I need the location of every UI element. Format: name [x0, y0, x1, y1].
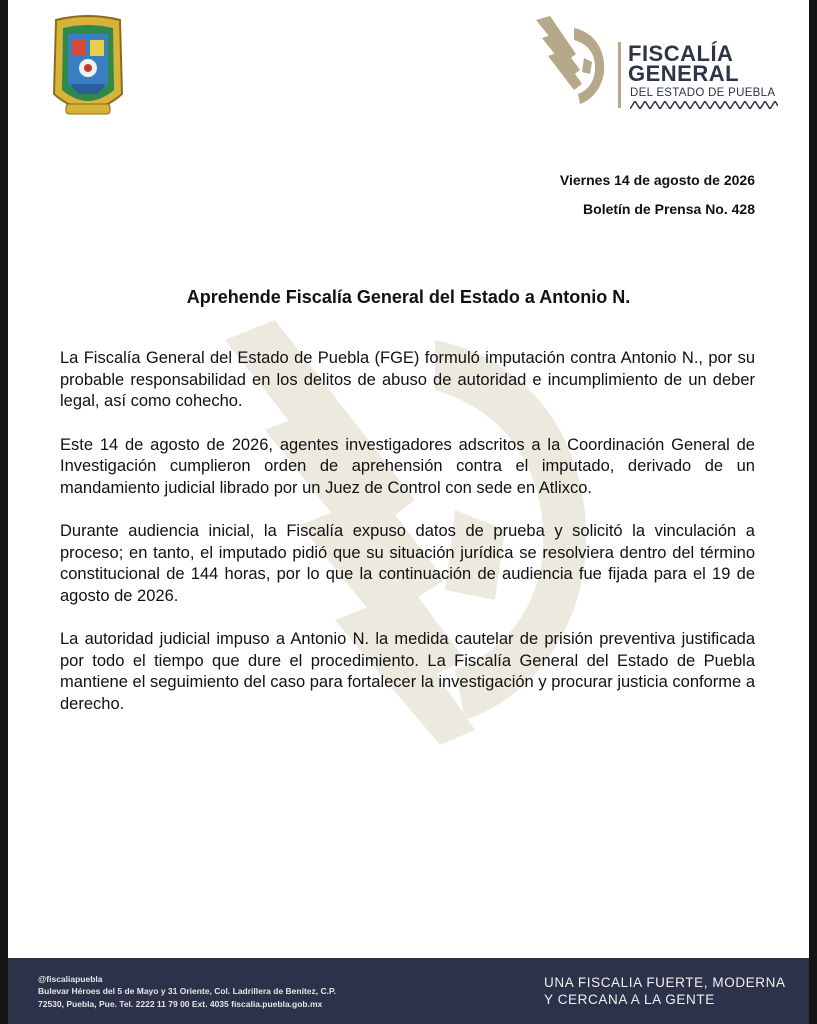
- logo-divider: [618, 42, 621, 108]
- logo-line-3: DEL ESTADO DE PUEBLA: [630, 87, 776, 99]
- logo-line-1: FISCALÍA: [628, 41, 734, 66]
- logo-pattern-icon: [630, 101, 778, 109]
- slogan-line-1: UNA FISCALIA FUERTE, MODERNA: [544, 975, 786, 990]
- release-date: Viernes 14 de agosto de 2026: [559, 172, 755, 188]
- page-title: Aprehende Fiscalía General del Estado a Antonio N.: [186, 287, 631, 307]
- footer-bar: [8, 958, 809, 1024]
- footer-slogan: [544, 974, 794, 1008]
- logo-line-2: GENERAL: [628, 61, 740, 86]
- social-handle: @fiscaliapuebla: [38, 974, 103, 984]
- slogan-line-2: Y CERCANA A LA GENTE: [544, 992, 715, 1007]
- address-line-2: 72530, Puebla, Pue. Tel. 2222 11 79 00 Ext. 4035 fiscalia.puebla.gob.mx: [38, 999, 323, 1009]
- paragraph-4: La autoridad judicial impuso a Antonio N. la medida cautelar de prisión preventiva justificada por todo el tiempo que dure el procedimiento. La Fiscalía General del Estado de Puebla mantiene el seguimiento del caso para fortalecer la investigación y procurar justicia conforme a derecho.: [60, 630, 755, 713]
- fiscalia-logo-icon: [532, 14, 612, 106]
- puebla-seal-icon: [48, 14, 128, 122]
- right-border: [809, 0, 817, 1024]
- article-body: [60, 348, 755, 737]
- paragraph-1: La Fiscalía General del Estado de Puebla (FGE) formuló imputación contra Antonio N., por su probable responsabilidad en los delitos de abuso de autoridad e incumplimiento de un deber legal, así como cohecho.: [60, 349, 755, 410]
- footer-address: [38, 985, 418, 1011]
- paragraph-3: Durante audiencia inicial, la Fiscalía expuso datos de prueba y solicitó la vinculación a proceso; en tanto, el imputado pidió que su situación jurídica se resolviera dentro del término constitucional de 144 horas, por lo que la continuación de audiencia fue fijada para el 19 de agosto de 2026.: [60, 522, 755, 605]
- left-border: [0, 0, 8, 1024]
- address-line-1: Bulevar Héroes del 5 de Mayo y 31 Oriente, Col. Ladrillera de Benítez, C.P.: [38, 986, 336, 996]
- bulletin-number: Boletín de Prensa No. 428: [583, 201, 755, 217]
- paragraph-2: Este 14 de agosto de 2026, agentes investigadores adscritos a la Coordinación General de Investigación cumplieron orden de aprehensión contra el imputado, derivado de un mandamiento judicial librado por un Juez de Control con sede en Atlixco.: [60, 435, 755, 497]
